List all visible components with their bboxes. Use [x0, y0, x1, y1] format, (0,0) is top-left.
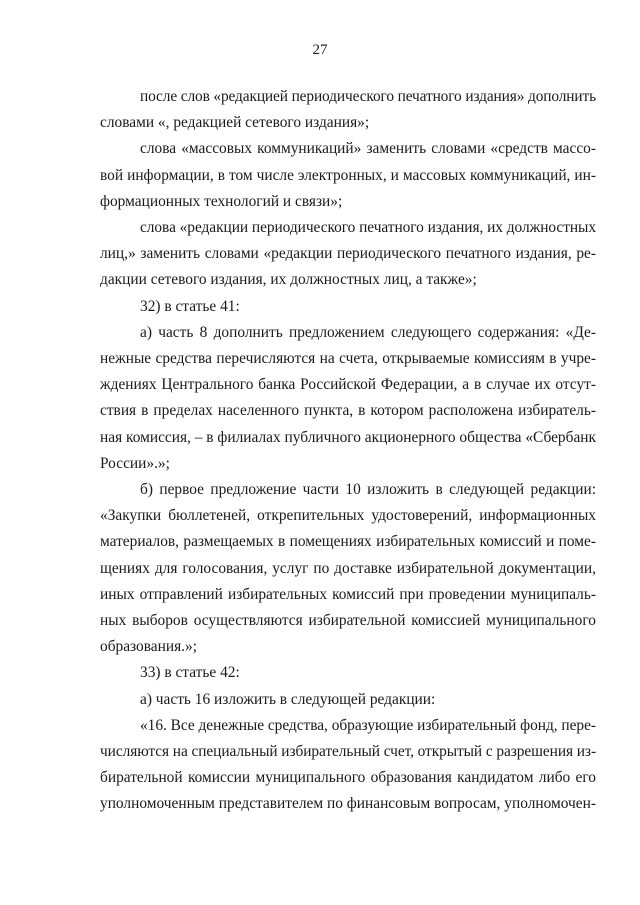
- text-line: нежные средства перечисляются на счета, открываемые комиссиям в учре-: [100, 350, 596, 368]
- text-line: ная комиссия, – в филиалах публичного акционерного общества «Сбербанк: [100, 428, 596, 446]
- text-line: слова «массовых коммуникаций» заменить словами «средств массо-: [140, 140, 596, 158]
- text-line: числяются на специальный избирательный счет, открытый с разрешения из-: [100, 743, 596, 761]
- text-line: вой информации, в том числе электронных, и массовых коммуникаций, ин-: [100, 166, 596, 184]
- text-line: после слов «редакцией периодического печатного издания» дополнить: [140, 88, 596, 105]
- text-line: 33) в статье 42:: [140, 664, 240, 682]
- text-line: а) часть 16 изложить в следующей редакции:: [140, 690, 436, 708]
- text-line: слова «редакции периодического печатного издания, их должностных: [140, 219, 596, 237]
- text-line: а) часть 8 дополнить предложением следующего содержания: «Де-: [140, 323, 596, 341]
- text-line: образования.»;: [100, 638, 198, 656]
- paragraph-1: [100, 84, 596, 136]
- text-line: России».»;: [100, 454, 170, 472]
- paragraph-33a: [100, 687, 596, 713]
- text-line: ствия в пределах населенного пункта, в котором расположена избиратель-: [100, 402, 596, 420]
- text-line: иных отправлений избирательных комиссий при проведении муниципаль-: [100, 585, 596, 603]
- item-32-heading: [100, 294, 596, 320]
- item-33-heading: [100, 660, 596, 686]
- paragraph-3: [100, 215, 596, 294]
- paragraph-32a: [100, 320, 596, 477]
- text-line: ных выборов осуществляются избирательной комиссией муниципального: [100, 612, 596, 630]
- text-line: дакции сетевого издания, их должностных лиц, а также»;: [100, 271, 477, 289]
- text-line: бирательной комиссии муниципального образования кандидатом либо его: [100, 769, 596, 787]
- text-line: формационных технологий и связи»;: [100, 192, 343, 210]
- text-line: ждениях Центрального банка Российской Федерации, а в случае их отсут-: [100, 376, 596, 394]
- paragraph-32b: [100, 477, 596, 660]
- paragraph-2: [100, 136, 596, 215]
- text-line: щениях для голосования, услуг по доставке избирательной документации,: [100, 559, 596, 577]
- text-line: б) первое предложение части 10 изложить в следующей редакции:: [140, 481, 596, 499]
- paragraph-16: [100, 713, 596, 818]
- text-line: материалов, размещаемых в помещениях избирательных комиссий и поме-: [100, 533, 596, 551]
- text-line: лиц,» заменить словами «редакции периодического печатного издания, ре-: [100, 245, 596, 263]
- text-line: 32) в статье 41:: [140, 297, 240, 315]
- text-line: «16. Все денежные средства, образующие избирательный фонд, пере-: [140, 716, 596, 734]
- document-body: [100, 84, 596, 818]
- text-line: уполномоченным представителем по финансовым вопросам, уполномочен-: [100, 795, 596, 813]
- text-line: словами «, редакцией сетевого издания»;: [100, 114, 370, 132]
- text-line: «Закупки бюллетеней, открепительных удостоверений, информационных: [100, 507, 596, 525]
- page-number: 27: [312, 42, 328, 58]
